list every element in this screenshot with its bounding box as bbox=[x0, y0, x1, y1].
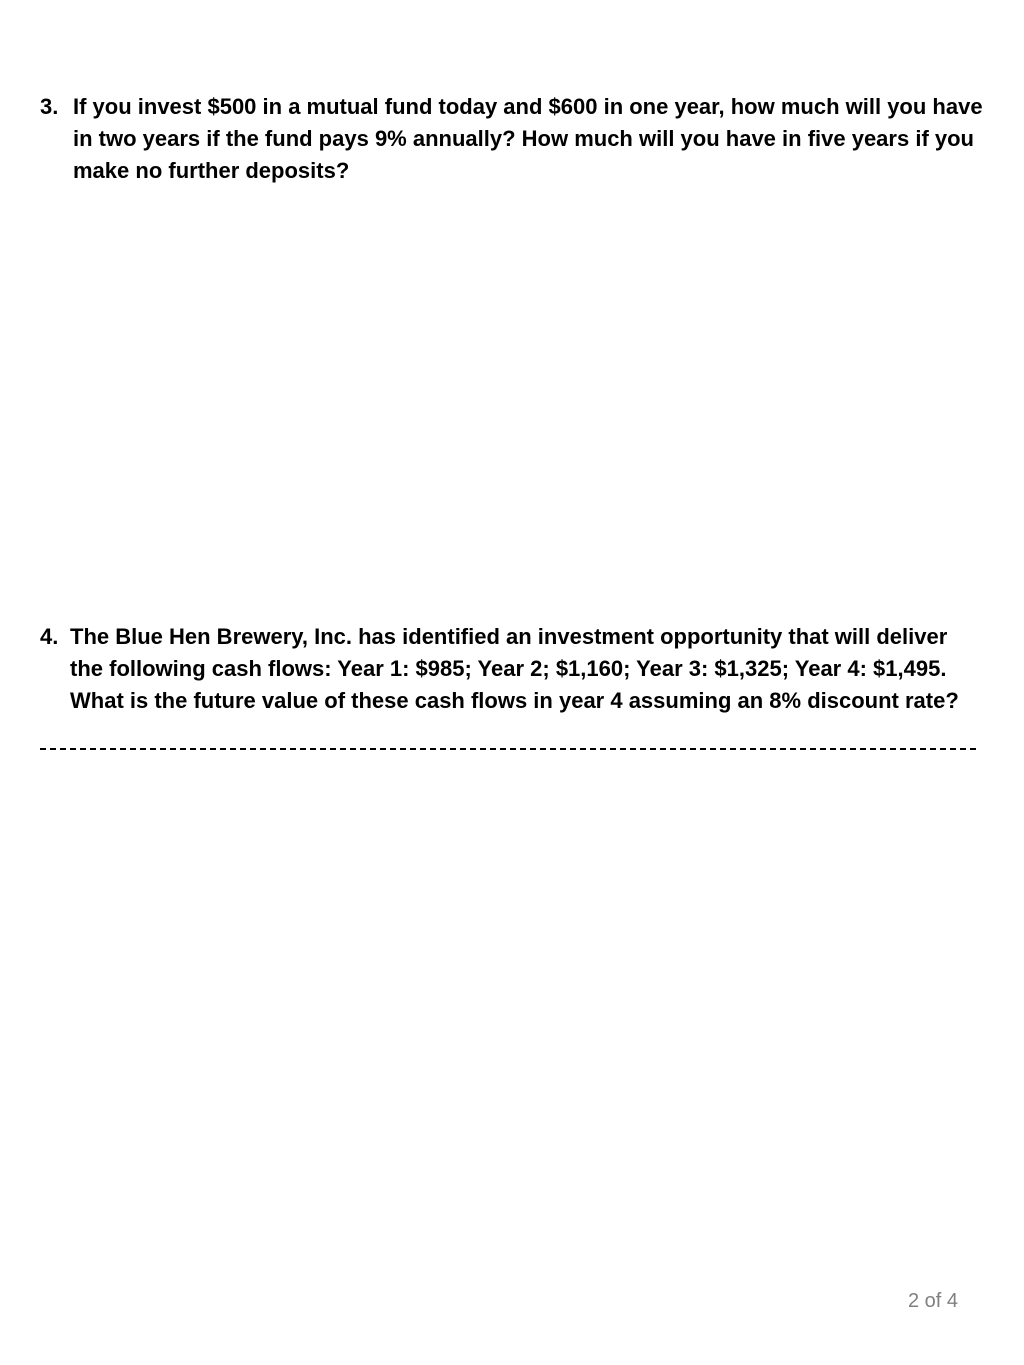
question-number: 3. bbox=[40, 94, 59, 119]
question-4 bbox=[40, 621, 970, 717]
question-3 bbox=[40, 91, 985, 187]
page-number: 2 of 4 bbox=[907, 1290, 958, 1312]
question-text: The Blue Hen Brewery, Inc. has identified an investment opportunity that will deliver the following cash flows: Year 1: $985; Year 2; $1,160; Year 3: $1,325; Year 4: $1,495. What is the future value of these cash flows in year 4 assuming an 8% discount rate? bbox=[70, 624, 959, 713]
question-text: If you invest $500 in a mutual fund today and $600 in one year, how much will you have in two years if the fund pays 9% annually? How much will you have in five years if you make no further deposits? bbox=[73, 94, 983, 183]
question-number: 4. bbox=[40, 624, 59, 649]
dashed-divider bbox=[40, 748, 976, 750]
